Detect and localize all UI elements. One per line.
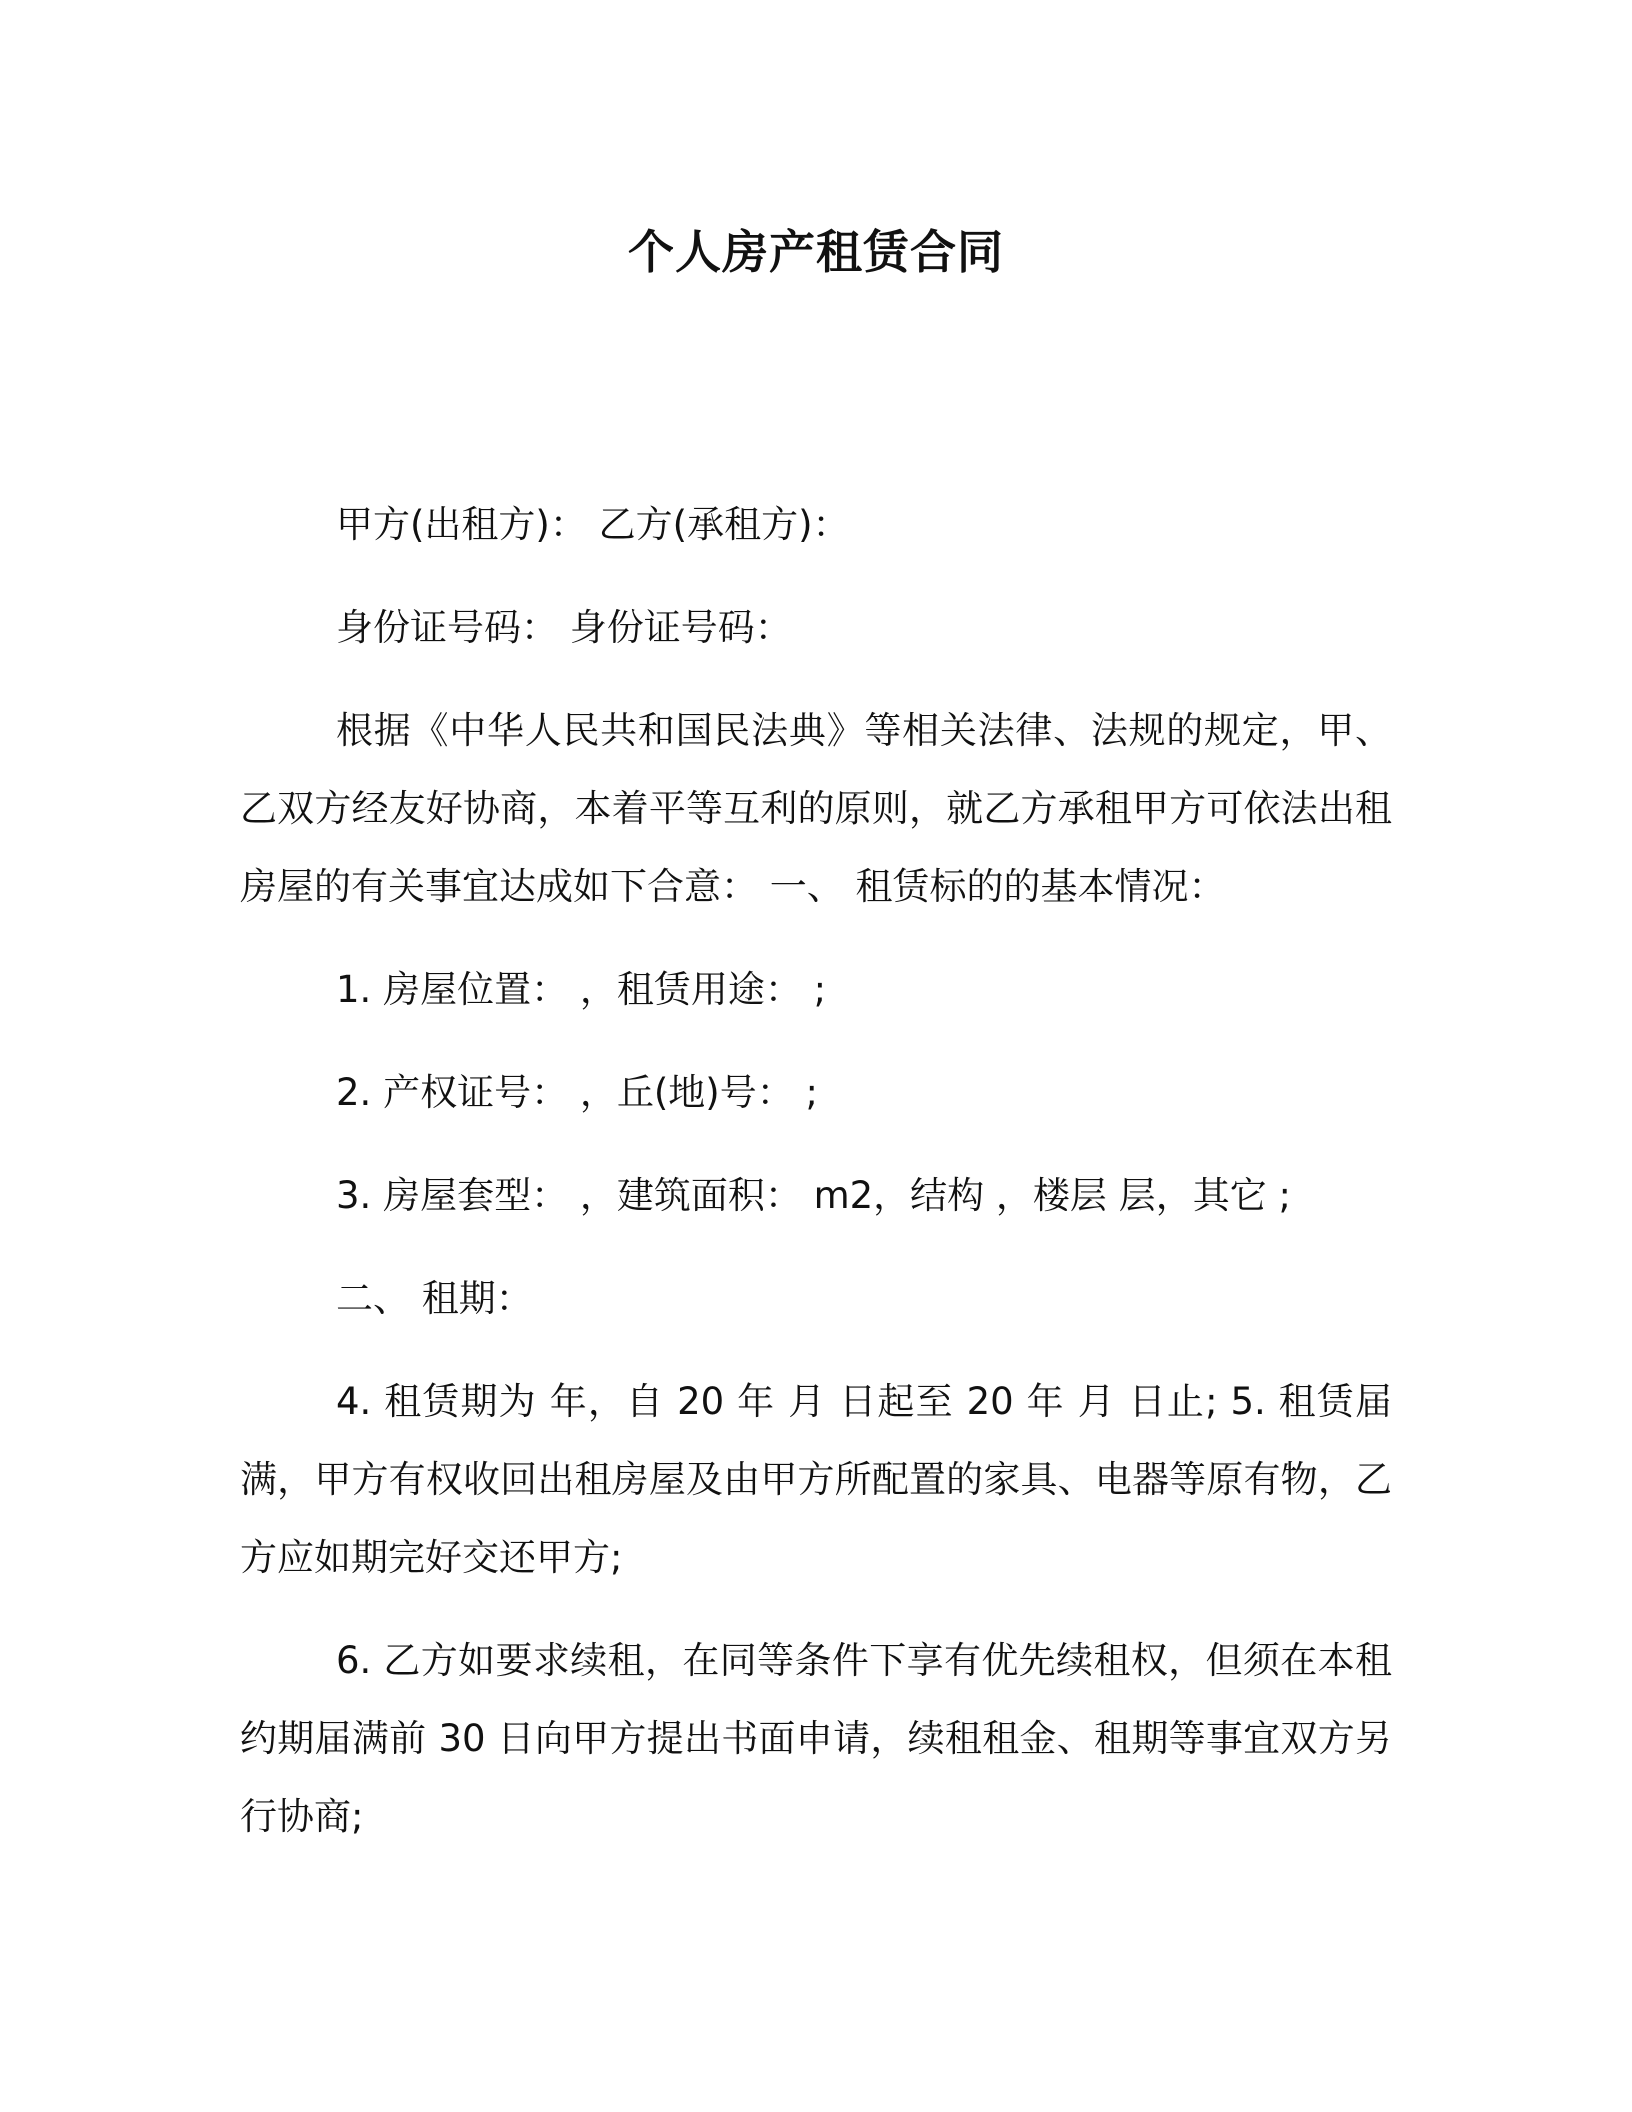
document-body [240, 486, 1392, 1881]
clause-2-property-certificate: 2. 产权证号： ，丘(地)号： ; [336, 1071, 818, 1114]
clause-6-renewal: 6. 乙方如要求续租，在同等条件下享有优先续租权，但须在本租约期届满前 30 日向甲方提出书面申请，续租租金、租期等事宜双方另行协商; [240, 1639, 1392, 1838]
clause-1-house-location: 1. 房屋位置： ，租赁用途： ; [336, 968, 827, 1011]
clause-4-5-lease-term: 4. 租赁期为 年，自 20 年 月 日起至 20 年 月 日止; 5. 租赁届满，甲方有权收回出租房屋及由甲方所配置的家具、电器等原有物，乙方应如期完好交还甲方; [240, 1380, 1392, 1579]
id-number-line: 身份证号码： 身份证号码： [336, 606, 792, 649]
preamble-paragraph: 根据《中华人民共和国民法典》等相关法律、法规的规定，甲、乙双方经友好协商，本着平等互利的原则，就乙方承租甲方可依法出租房屋的有关事宜达成如下合意： 一、 租赁标的的基本情况： [240, 709, 1392, 908]
party-names-line: 甲方(出租方)： 乙方(承租方)： [336, 503, 850, 546]
section-2-heading: 二、 租期： [336, 1277, 533, 1320]
document-title: 个人房产租赁合同 [628, 225, 1004, 279]
clause-3-house-type: 3. 房屋套型： ，建筑面积： m2，结构 ，楼层 层，其它 ; [336, 1174, 1291, 1217]
